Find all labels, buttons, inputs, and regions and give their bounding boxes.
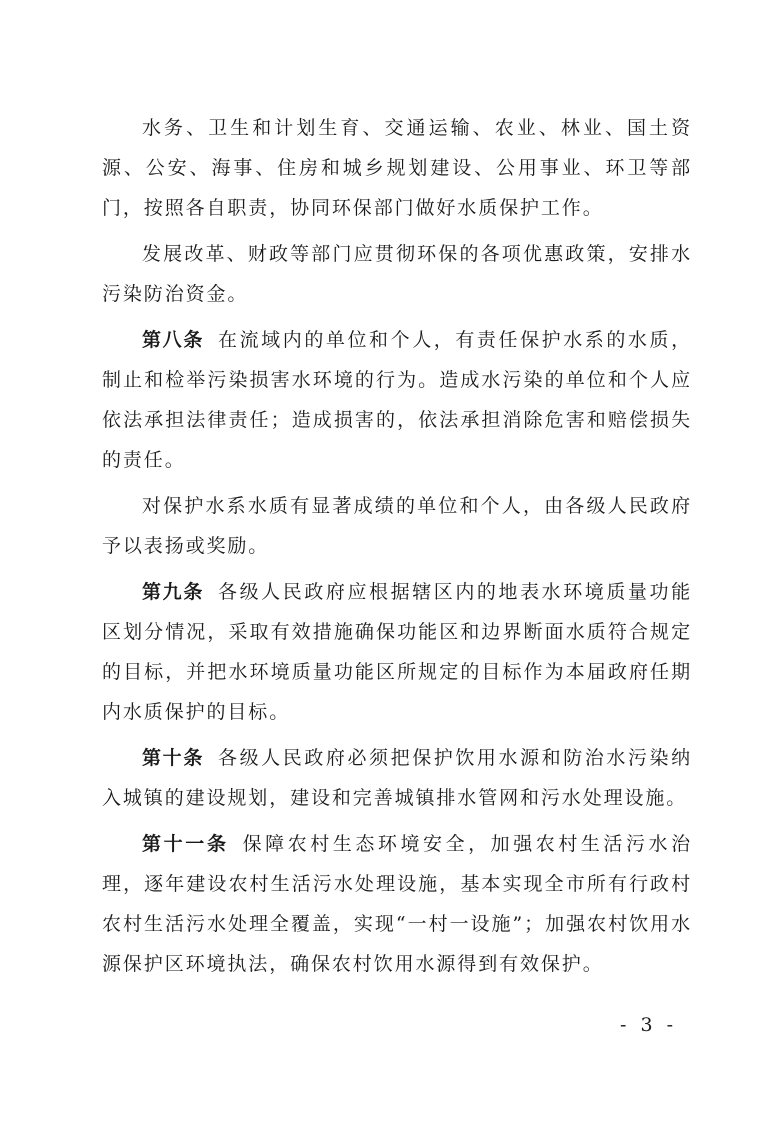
article-text: 各级人民政府应根据辖区内的地表水环境质量功能区划分情况，采取有效措施确保功能区和边界断面水质符合规定的目标，并把水环境质量功能区所规定的目标作为本届政府任期内水质保护的目标。	[102, 581, 692, 723]
paragraph-text: 对保护水系水质有显著成绩的单位和个人，由各级人民政府予以表扬或奖励。	[102, 495, 692, 557]
document-body	[102, 108, 692, 984]
article-heading: 第十条	[142, 747, 205, 769]
article-text: 保障农村生态环境安全，加强农村生活污水治理，逐年建设农村生活污水处理设施，基本实现全市所有行政村农村生活污水处理全覆盖，实现“一村一设施”；加强农村饮用水源保护区环境执法，确保农村饮用水源得到有效保护。	[102, 833, 692, 975]
page-number: - 3 -	[620, 1014, 678, 1036]
article-text: 在流域内的单位和个人，有责任保护水系的水质，制止和检举污染损害水环境的行为。造成水污染的单位和个人应依法承担法律责任；造成损害的，依法承担消除危害和赔偿损失的责任。	[102, 329, 692, 471]
article-text: 各级人民政府必须把保护饮用水源和防治水污染纳入城镇的建设规划，建设和完善城镇排水管网和污水处理设施。	[102, 747, 692, 809]
article-heading: 第八条	[142, 329, 205, 351]
article-heading: 第九条	[142, 581, 205, 603]
paragraph-text: 发展改革、财政等部门应贯彻环保的各项优惠政策，安排水污染防治资金。	[102, 243, 692, 305]
paragraph-text: 水务、卫生和计划生育、交通运输、农业、林业、国土资源、公安、海事、住房和城乡规划建设、公用事业、环卫等部门，按照各自职责，协同环保部门做好水质保护工作。	[102, 117, 692, 219]
paragraph-funding	[102, 234, 692, 314]
article-9	[102, 572, 692, 732]
paragraph-rewards	[102, 486, 692, 566]
article-10	[102, 738, 692, 818]
article-8	[102, 320, 692, 480]
paragraph-departments	[102, 108, 692, 228]
article-11	[102, 824, 692, 984]
article-heading: 第十一条	[142, 833, 229, 855]
